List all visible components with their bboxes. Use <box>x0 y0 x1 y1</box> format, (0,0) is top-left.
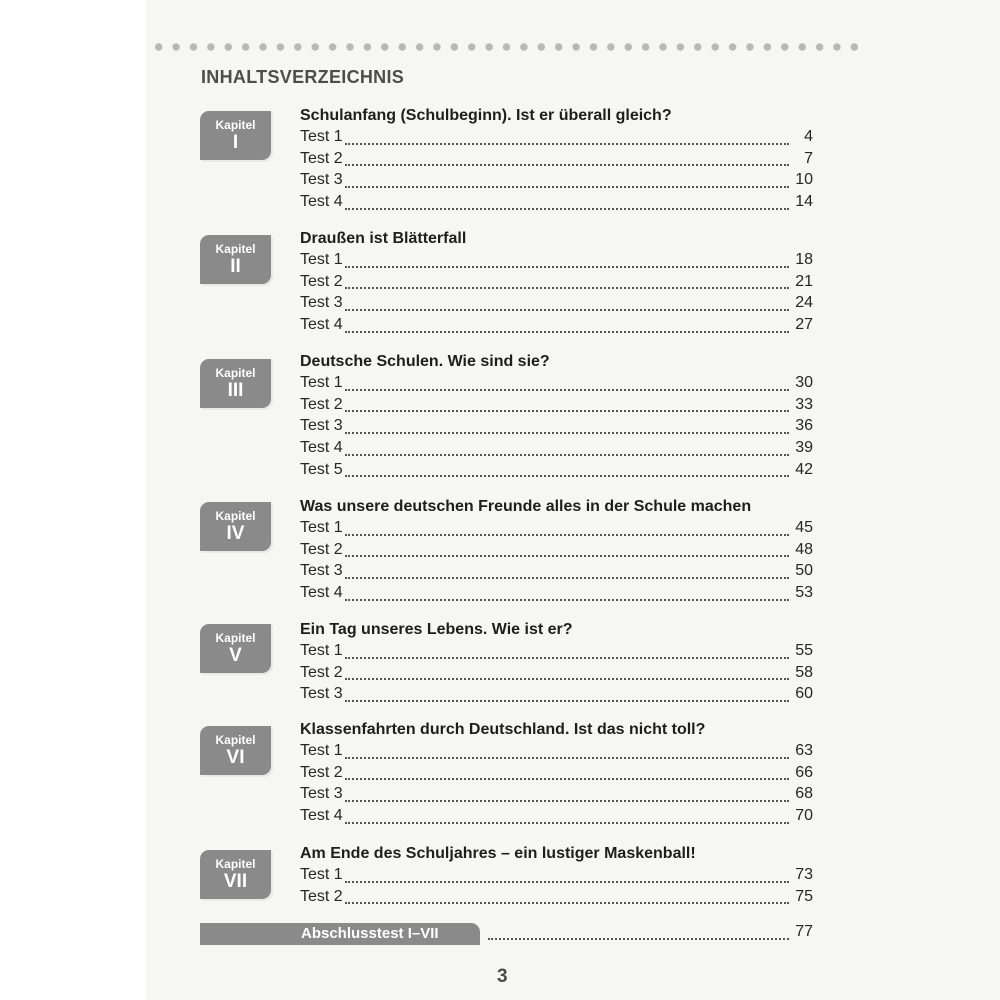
chapter-numeral: VI <box>226 747 245 768</box>
dot-leader <box>345 534 789 536</box>
page-ref: 7 <box>804 149 813 167</box>
page-ref: 4 <box>804 128 813 145</box>
dot-leader <box>345 164 789 166</box>
page-ref: 45 <box>795 519 813 536</box>
page-ref: 10 <box>795 171 813 189</box>
test-list <box>300 519 813 606</box>
toc-entry[interactable] <box>300 461 813 483</box>
page-ref: 18 <box>795 251 813 268</box>
chapter-badge <box>200 726 271 775</box>
dot-leader <box>345 657 789 659</box>
toc-entry[interactable] <box>300 888 813 910</box>
dotted-border <box>150 41 860 53</box>
test-label: Test 5 <box>300 460 343 478</box>
chapter-badge <box>200 235 271 284</box>
page-ref: 36 <box>795 417 813 435</box>
toc-entry[interactable] <box>300 764 813 786</box>
test-label: Test 2 <box>300 763 343 781</box>
test-label: Test 2 <box>300 395 343 413</box>
page-ref: 14 <box>795 193 813 211</box>
dot-leader <box>345 454 789 456</box>
chapter-numeral: II <box>230 256 241 277</box>
page-ref: 68 <box>795 785 813 803</box>
toc-entry[interactable] <box>300 128 813 150</box>
dot-leader <box>345 186 789 188</box>
chapter-numeral: III <box>227 380 244 401</box>
dot-leader <box>488 938 789 940</box>
dot-leader <box>345 432 789 434</box>
test-label: Test 3 <box>300 785 343 803</box>
chapter-badge <box>200 502 271 551</box>
page-ref: 75 <box>795 887 813 905</box>
chapter-title: Schulanfang (Schulbeginn). Ist er überall gleich? <box>300 107 672 124</box>
page-ref: 70 <box>795 807 813 825</box>
toc-entry[interactable] <box>300 562 813 584</box>
test-label: Test 2 <box>300 272 343 290</box>
test-label: Test 1 <box>300 742 343 759</box>
test-label: Test 1 <box>300 251 343 268</box>
toc-entry[interactable] <box>300 396 813 418</box>
page-ref: 58 <box>795 663 813 681</box>
test-label: Test 2 <box>300 540 343 558</box>
toc-entry[interactable] <box>300 807 813 829</box>
chapter-title: Am Ende des Schuljahres – ein lustiger Maskenball! <box>300 845 696 862</box>
toc-entry[interactable] <box>300 251 813 273</box>
test-label: Test 4 <box>300 439 343 457</box>
test-label: Test 1 <box>300 642 343 659</box>
toc-entry[interactable] <box>300 316 813 338</box>
page-ref: 55 <box>795 642 813 659</box>
toc-entry[interactable] <box>300 439 813 461</box>
chapter-badge <box>200 850 271 899</box>
toc-entry[interactable] <box>300 541 813 563</box>
final-test-label: Abschlusstest I–VII <box>301 925 439 942</box>
page-ref: 50 <box>795 562 813 580</box>
chapter-badge <box>200 359 271 408</box>
chapter-title: Deutsche Schulen. Wie sind sie? <box>300 353 550 370</box>
test-label: Test 4 <box>300 807 343 825</box>
chapter-badge <box>200 111 271 160</box>
dot-leader <box>345 331 789 333</box>
test-label: Test 3 <box>300 685 343 703</box>
dot-leader <box>345 822 789 824</box>
toc-entry[interactable] <box>300 685 813 707</box>
page-ref: 33 <box>795 395 813 413</box>
dot-leader <box>345 577 789 579</box>
toc-entry[interactable] <box>300 374 813 396</box>
toc-entry[interactable] <box>300 742 813 764</box>
toc-entry[interactable] <box>300 193 813 215</box>
chapter-title: Klassenfahrten durch Deutschland. Ist das nicht toll? <box>300 721 706 738</box>
page-ref: 24 <box>795 294 813 312</box>
chapter-numeral: VII <box>223 871 248 892</box>
dot-leader <box>345 555 789 557</box>
chapter-badge-label: Kapitel <box>215 631 256 645</box>
test-label: Test 1 <box>300 374 343 391</box>
test-list <box>300 742 813 829</box>
page-ref: 42 <box>795 460 813 478</box>
chapter-title: Ein Tag unseres Lebens. Wie ist er? <box>300 621 573 638</box>
test-list <box>300 251 813 338</box>
test-label: Test 4 <box>300 316 343 334</box>
toc-entry[interactable] <box>300 519 813 541</box>
test-label: Test 1 <box>300 866 343 883</box>
page-ref: 73 <box>795 866 813 883</box>
toc-entry[interactable] <box>300 150 813 172</box>
test-label: Test 3 <box>300 417 343 435</box>
chapter-badge-label: Kapitel <box>215 857 256 871</box>
test-label: Test 4 <box>300 193 343 211</box>
page-ref: 27 <box>795 316 813 334</box>
chapter-badge-label: Kapitel <box>215 242 256 256</box>
dot-leader <box>345 800 789 802</box>
page-number: 3 <box>497 966 508 987</box>
dot-leader <box>345 475 789 477</box>
dot-leader <box>345 309 789 311</box>
chapter-title: Was unsere deutschen Freunde alles in der Schule machen <box>300 498 752 515</box>
dot-leader <box>345 143 789 145</box>
chapter-badge <box>200 624 271 673</box>
test-list <box>300 128 813 215</box>
chapter-badge-label: Kapitel <box>215 509 256 523</box>
test-label: Test 3 <box>300 171 343 189</box>
toc-heading: INHALTSVERZEICHNIS <box>201 67 405 87</box>
test-list <box>300 642 813 707</box>
toc-entry[interactable] <box>300 171 813 193</box>
dot-leader <box>345 678 789 680</box>
chapter-badge-label: Kapitel <box>215 733 256 747</box>
toc-entry[interactable] <box>300 273 813 295</box>
page-ref: 63 <box>795 742 813 759</box>
toc-entry[interactable] <box>300 866 813 888</box>
page-ref: 66 <box>795 763 813 781</box>
dot-leader <box>345 599 789 601</box>
dot-leader <box>345 208 789 210</box>
test-label: Test 3 <box>300 294 343 312</box>
chapter-badge-label: Kapitel <box>215 366 256 380</box>
test-list <box>300 374 813 482</box>
page-ref: 39 <box>795 439 813 457</box>
test-label: Test 2 <box>300 663 343 681</box>
dot-leader <box>345 778 789 780</box>
chapter-badge-label: Kapitel <box>215 118 256 132</box>
dot-leader <box>345 902 789 904</box>
page-ref: 77 <box>795 923 813 940</box>
dot-leader <box>345 700 789 702</box>
final-test-entry[interactable] <box>488 923 813 945</box>
page-ref: 21 <box>795 272 813 290</box>
test-label: Test 2 <box>300 887 343 905</box>
chapter-numeral: IV <box>226 523 245 544</box>
dot-leader <box>345 757 789 759</box>
dot-leader <box>345 389 789 391</box>
chapter-numeral: I <box>232 132 239 153</box>
page-ref: 30 <box>795 374 813 391</box>
toc-entry[interactable] <box>300 642 813 664</box>
chapter-title: Draußen ist Blätterfall <box>300 230 467 247</box>
test-label: Test 3 <box>300 562 343 580</box>
toc-entry[interactable] <box>300 417 813 439</box>
dot-leader <box>345 410 789 412</box>
toc-entry[interactable] <box>300 584 813 606</box>
toc-entry[interactable] <box>300 785 813 807</box>
page-ref: 48 <box>795 540 813 558</box>
dot-leader <box>345 881 789 883</box>
dot-leader <box>345 287 789 289</box>
test-label: Test 1 <box>300 519 343 536</box>
dot-leader <box>345 266 789 268</box>
test-label: Test 4 <box>300 584 343 602</box>
test-label: Test 2 <box>300 149 343 167</box>
page-ref: 53 <box>795 584 813 602</box>
test-list <box>300 866 813 909</box>
page-ref: 60 <box>795 685 813 703</box>
test-label: Test 1 <box>300 128 343 145</box>
toc-entry[interactable] <box>300 294 813 316</box>
toc-entry[interactable] <box>300 664 813 686</box>
chapter-numeral: V <box>229 645 242 666</box>
